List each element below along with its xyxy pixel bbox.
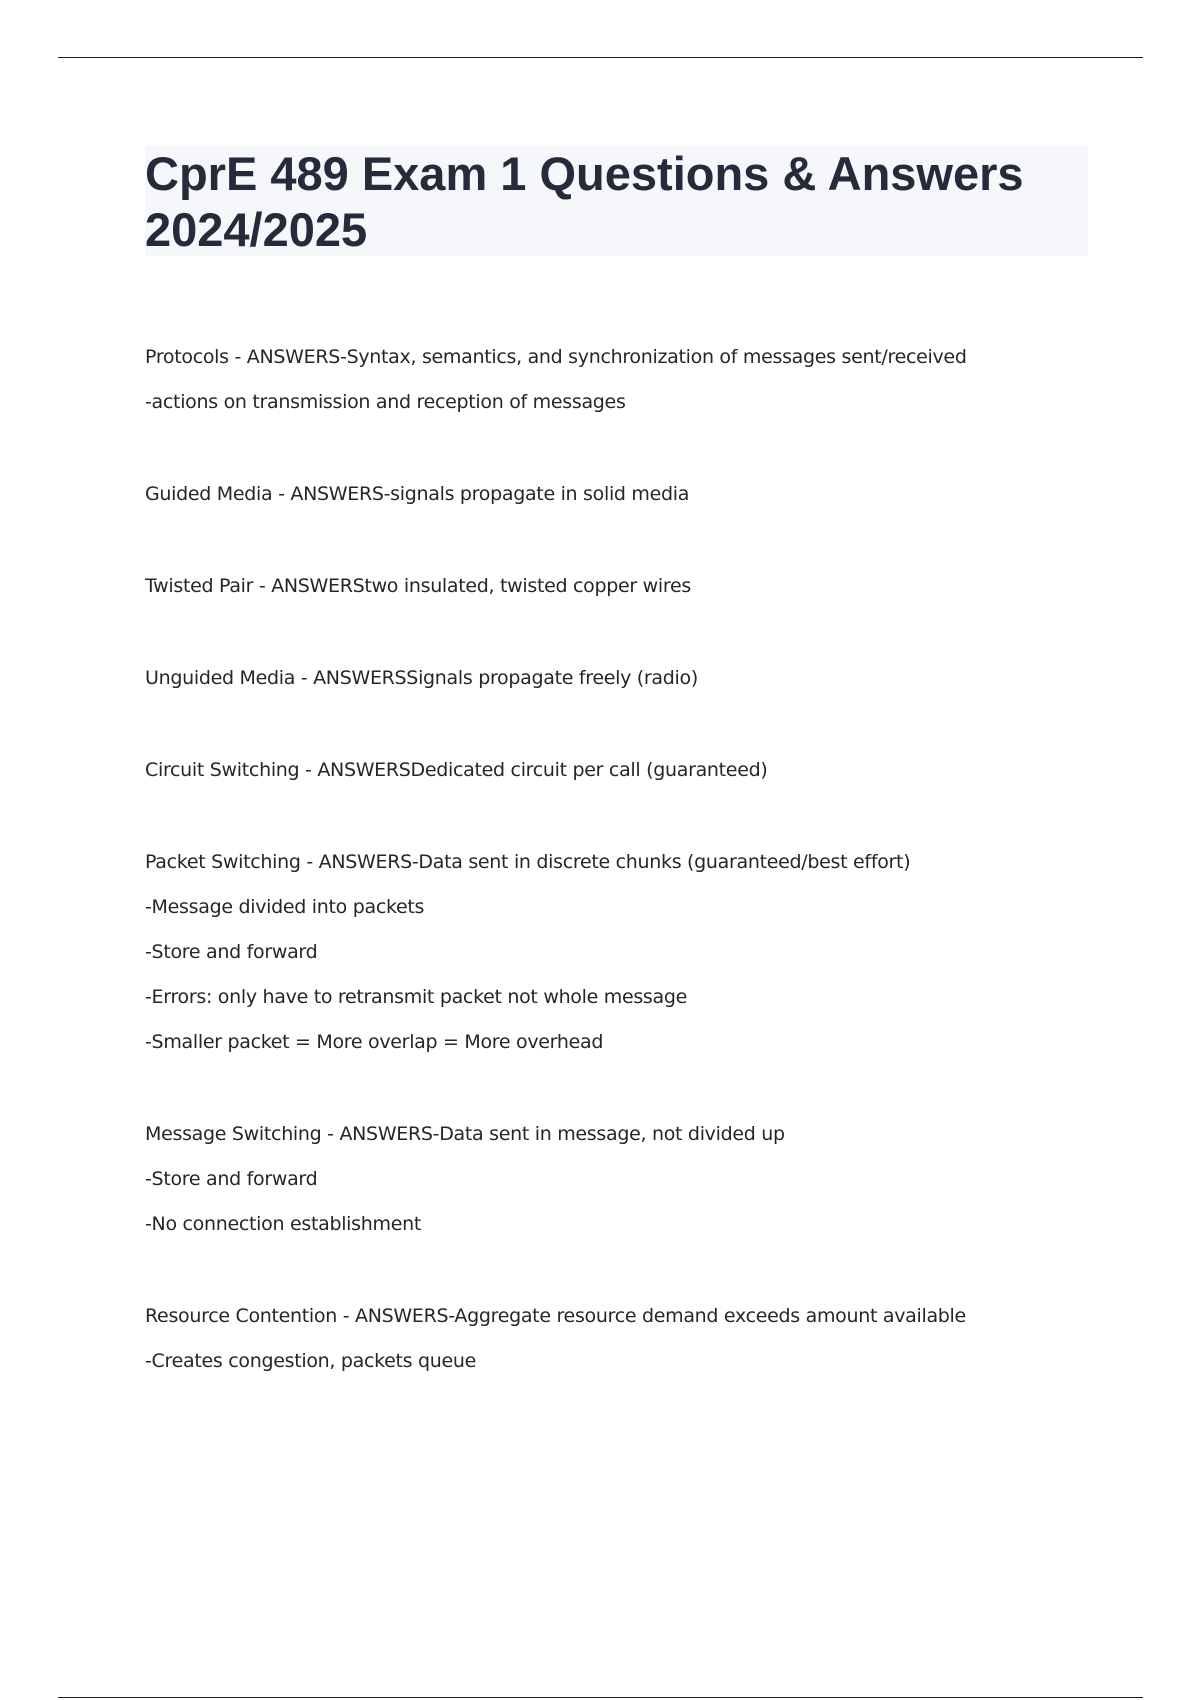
qa-line: -Store and forward (145, 941, 318, 963)
qa-line: -Store and forward (145, 1168, 318, 1190)
qa-list (145, 335, 1105, 1431)
qa-entry-protocols (145, 335, 1105, 425)
qa-line: Unguided Media - ANSWERSSignals propagate freely (radio) (145, 667, 698, 689)
qa-line: -Message divided into packets (145, 896, 425, 918)
qa-entry-circuit-switching (145, 748, 1105, 793)
qa-entry-message-switching (145, 1112, 1105, 1247)
qa-line: Protocols - ANSWERS-Syntax, semantics, and synchronization of messages sent/received (145, 346, 967, 368)
qa-line: Resource Contention - ANSWERS-Aggregate resource demand exceeds amount available (145, 1305, 966, 1327)
qa-line: -Smaller packet = More overlap = More overhead (145, 1031, 604, 1053)
qa-line: -No connection establishment (145, 1213, 421, 1235)
qa-entry-unguided-media (145, 656, 1105, 701)
title-block (145, 146, 1088, 256)
qa-line: -actions on transmission and reception of messages (145, 391, 626, 413)
qa-line: Message Switching - ANSWERS-Data sent in message, not divided up (145, 1123, 785, 1145)
title-line-2: 2024/2025 (145, 203, 368, 256)
qa-entry-resource-contention (145, 1294, 1105, 1384)
qa-line: Packet Switching - ANSWERS-Data sent in discrete chunks (guaranteed/best effort) (145, 851, 911, 873)
qa-line: -Errors: only have to retransmit packet not whole message (145, 986, 688, 1008)
qa-entry-packet-switching (145, 840, 1105, 1065)
qa-line: Twisted Pair - ANSWERStwo insulated, twisted copper wires (145, 575, 691, 597)
qa-entry-guided-media (145, 472, 1105, 517)
top-rule (58, 57, 1143, 58)
title-line-1: CprE 489 Exam 1 Questions & Answers (145, 147, 1024, 200)
bottom-rule (58, 1697, 1143, 1698)
qa-entry-twisted-pair (145, 564, 1105, 609)
document-title (145, 146, 1088, 258)
qa-line: Circuit Switching - ANSWERSDedicated circuit per call (guaranteed) (145, 759, 768, 781)
qa-line: -Creates congestion, packets queue (145, 1350, 477, 1372)
qa-line: Guided Media - ANSWERS-signals propagate in solid media (145, 483, 690, 505)
